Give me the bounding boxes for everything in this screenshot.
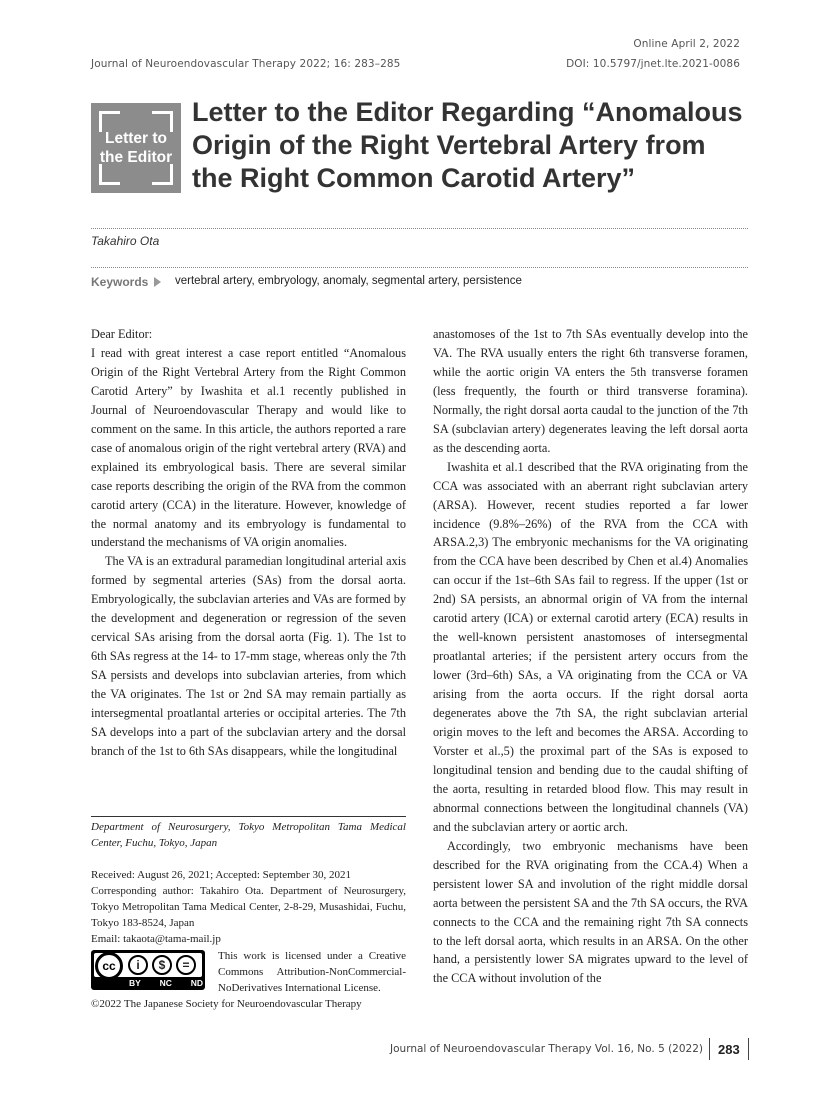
noderivatives-icon: =: [176, 955, 196, 975]
salutation: Dear Editor:: [91, 327, 153, 341]
cc-icon: cc: [95, 952, 123, 980]
email: Email: takaota@tama-mail.jp: [91, 933, 221, 945]
cc-license-badge: [91, 950, 205, 990]
noncommercial-icon: $: [152, 955, 172, 975]
paragraph: anastomoses of the 1st to 7th SAs eventually develop into the VA. The RVA usually enters the right 6th transverse foramen, while the aortic origin VA enters the 5th transverse foramen (less frequently, the fourth or third transverse foramina). Normally, the right dorsal aorta caudal to the junction of the 7th SA (subclavian artery) degenerates leaving the left dorsal aorta as the descending aorta.: [433, 327, 748, 455]
title-line: Letter to the Editor Regarding “Anomalous: [192, 97, 743, 127]
keywords-text: vertebral artery, embryology, anomaly, segmental artery, persistence: [175, 275, 522, 287]
nc-label: NC: [159, 978, 172, 988]
online-date: Online April 2, 2022: [633, 38, 740, 50]
right-column: [433, 325, 748, 988]
by-label: BY: [129, 978, 141, 988]
keywords-label: [91, 275, 161, 289]
title-line: Origin of the Right Vertebral Artery from: [192, 130, 706, 160]
journal-citation: Journal of Neuroendovascular Therapy 2022; 16: 283–285: [91, 58, 401, 70]
footnote-rule: [91, 816, 406, 817]
page-number: 283: [718, 1042, 740, 1057]
footer-separator: [748, 1038, 749, 1060]
logo-line-1: Letter to: [105, 130, 167, 147]
triangle-icon: [154, 277, 161, 287]
doi: DOI: 10.5797/jnet.lte.2021-0086: [566, 58, 740, 70]
left-column: [91, 325, 406, 761]
license-text: This work is licensed under a Creative Commons Attribution-NonCommercial-NoDerivatives International License.: [218, 950, 406, 994]
footer-separator: [709, 1038, 710, 1060]
divider: [91, 267, 748, 268]
copyright: ©2022 The Japanese Society for Neuroendovascular Therapy: [91, 998, 362, 1010]
received-dates: Received: August 26, 2021; Accepted: September 30, 2021: [91, 869, 351, 881]
divider: [91, 228, 748, 229]
paragraph: Iwashita et al.1 described that the RVA originating from the CCA was associated with an aberrant right subclavian artery (ARSA). However, recent studies reported a far lower incidence (9.8%–26%) of the RVA from the CCA with ARSA.2,3) The embryonic mechanisms for the VA originating from the CCA have been described by Chen et al.4) Anomalies can occur if the 1st–6th SAs fail to regress. If the upper (1st or 2nd) SA persists, an abnormal origin of VA from the internal carotid artery (ICA) or external carotid artery (ECA) results in the well-known persistent anastomoses of intersegmental proatlantal arteries; if the persistent artery occurs from the lower (3rd–6th) SAs, a VA originating from the CCA or VA arising from the aorta occurs. If the right dorsal aorta degenerates above the 7th SA, the right subclavian arterial origin moves to the left and becomes the ARSA. According to Vorster et al.,5) the proximal part of the SAs is exposed to longitudinal tension and bending due to the caudal shifting of the aorta, resulting in retarded blood flow. This may result in abnormal connections between the longitudinal channels (VA) and the subclavian artery or aortic arch.: [433, 459, 748, 834]
letter-to-editor-logo: [91, 103, 181, 193]
nd-label: ND: [190, 978, 203, 988]
logo-line-2: the Editor: [99, 149, 173, 166]
author-name: Takahiro Ota: [91, 234, 160, 248]
title-line: the Right Common Carotid Artery”: [192, 163, 636, 193]
paragraph: Accordingly, two embryonic mechanisms have been described for the RVA originating from the CCA.4) When a persistent lower SA and involution of the right middle dorsal aorta between the persistent SA and the 7th SA occurs, the RVA connects to the CCA and the remaining right 7th SA connects to the left dorsal aorta, which results in an ARSA. On the other hand, a persistently lower SA migrates upward to the level of the CCA without involution of the: [433, 838, 748, 986]
correspondence-block: [91, 867, 406, 947]
footer-journal: Journal of Neuroendovascular Therapy Vol. 16, No. 5 (2022): [390, 1043, 703, 1055]
keywords-label-text: Keywords: [91, 275, 149, 289]
paragraph: The VA is an extradural paramedian longitudinal arterial axis formed by segmental arteries (SAs) from the dorsal aorta. Embryologically, the subclavian arteries and VAs are formed by the development and degeneration or regression of the seven cervical SAs arising from the dorsal aorta (Fig. 1). The 1st to 6th SAs regress at the 14- to 17-mm stage, whereas only the 7th SA persists and develops into subclavian arteries, from which the VA originates. The 1st or 2nd SA may remain partially as intersegmental proatlantal arteries or occipital arteries. The 7th SA develops into a part of the subclavian artery and the dorsal branch of the 1st to 6th SAs disappears, while the longitudinal: [91, 554, 406, 758]
corresponding-author: Corresponding author: Takahiro Ota. Department of Neurosurgery, Tokyo Metropolitan Tama Medical Center, 2-8-29, Musashidai, Fuchu, Tokyo 183-8524, Japan: [91, 885, 406, 929]
article-title: [192, 96, 762, 195]
attribution-icon: i: [128, 955, 148, 975]
affiliation: Department of Neurosurgery, Tokyo Metropolitan Tama Medical Center, Fuchu, Tokyo, Japan: [91, 821, 406, 849]
paragraph: I read with great interest a case report entitled “Anomalous Origin of the Right Vertebral Artery from the Right Common Carotid Artery” by Iwashita et al.1 recently published in Journal of Neuroendovascular Therapy and would like to comment on the same. In this article, the authors reported a rare case of anomalous origin of the right vertebral artery (RVA) and explained its embryological basis. There are several similar case reports describing the origin of the RVA from the common carotid artery (CCA) in the literature. However, knowledge of the normal anatomy and its embryology is fundamental to understand the mechanisms of VA origin anomalies.: [91, 345, 406, 550]
